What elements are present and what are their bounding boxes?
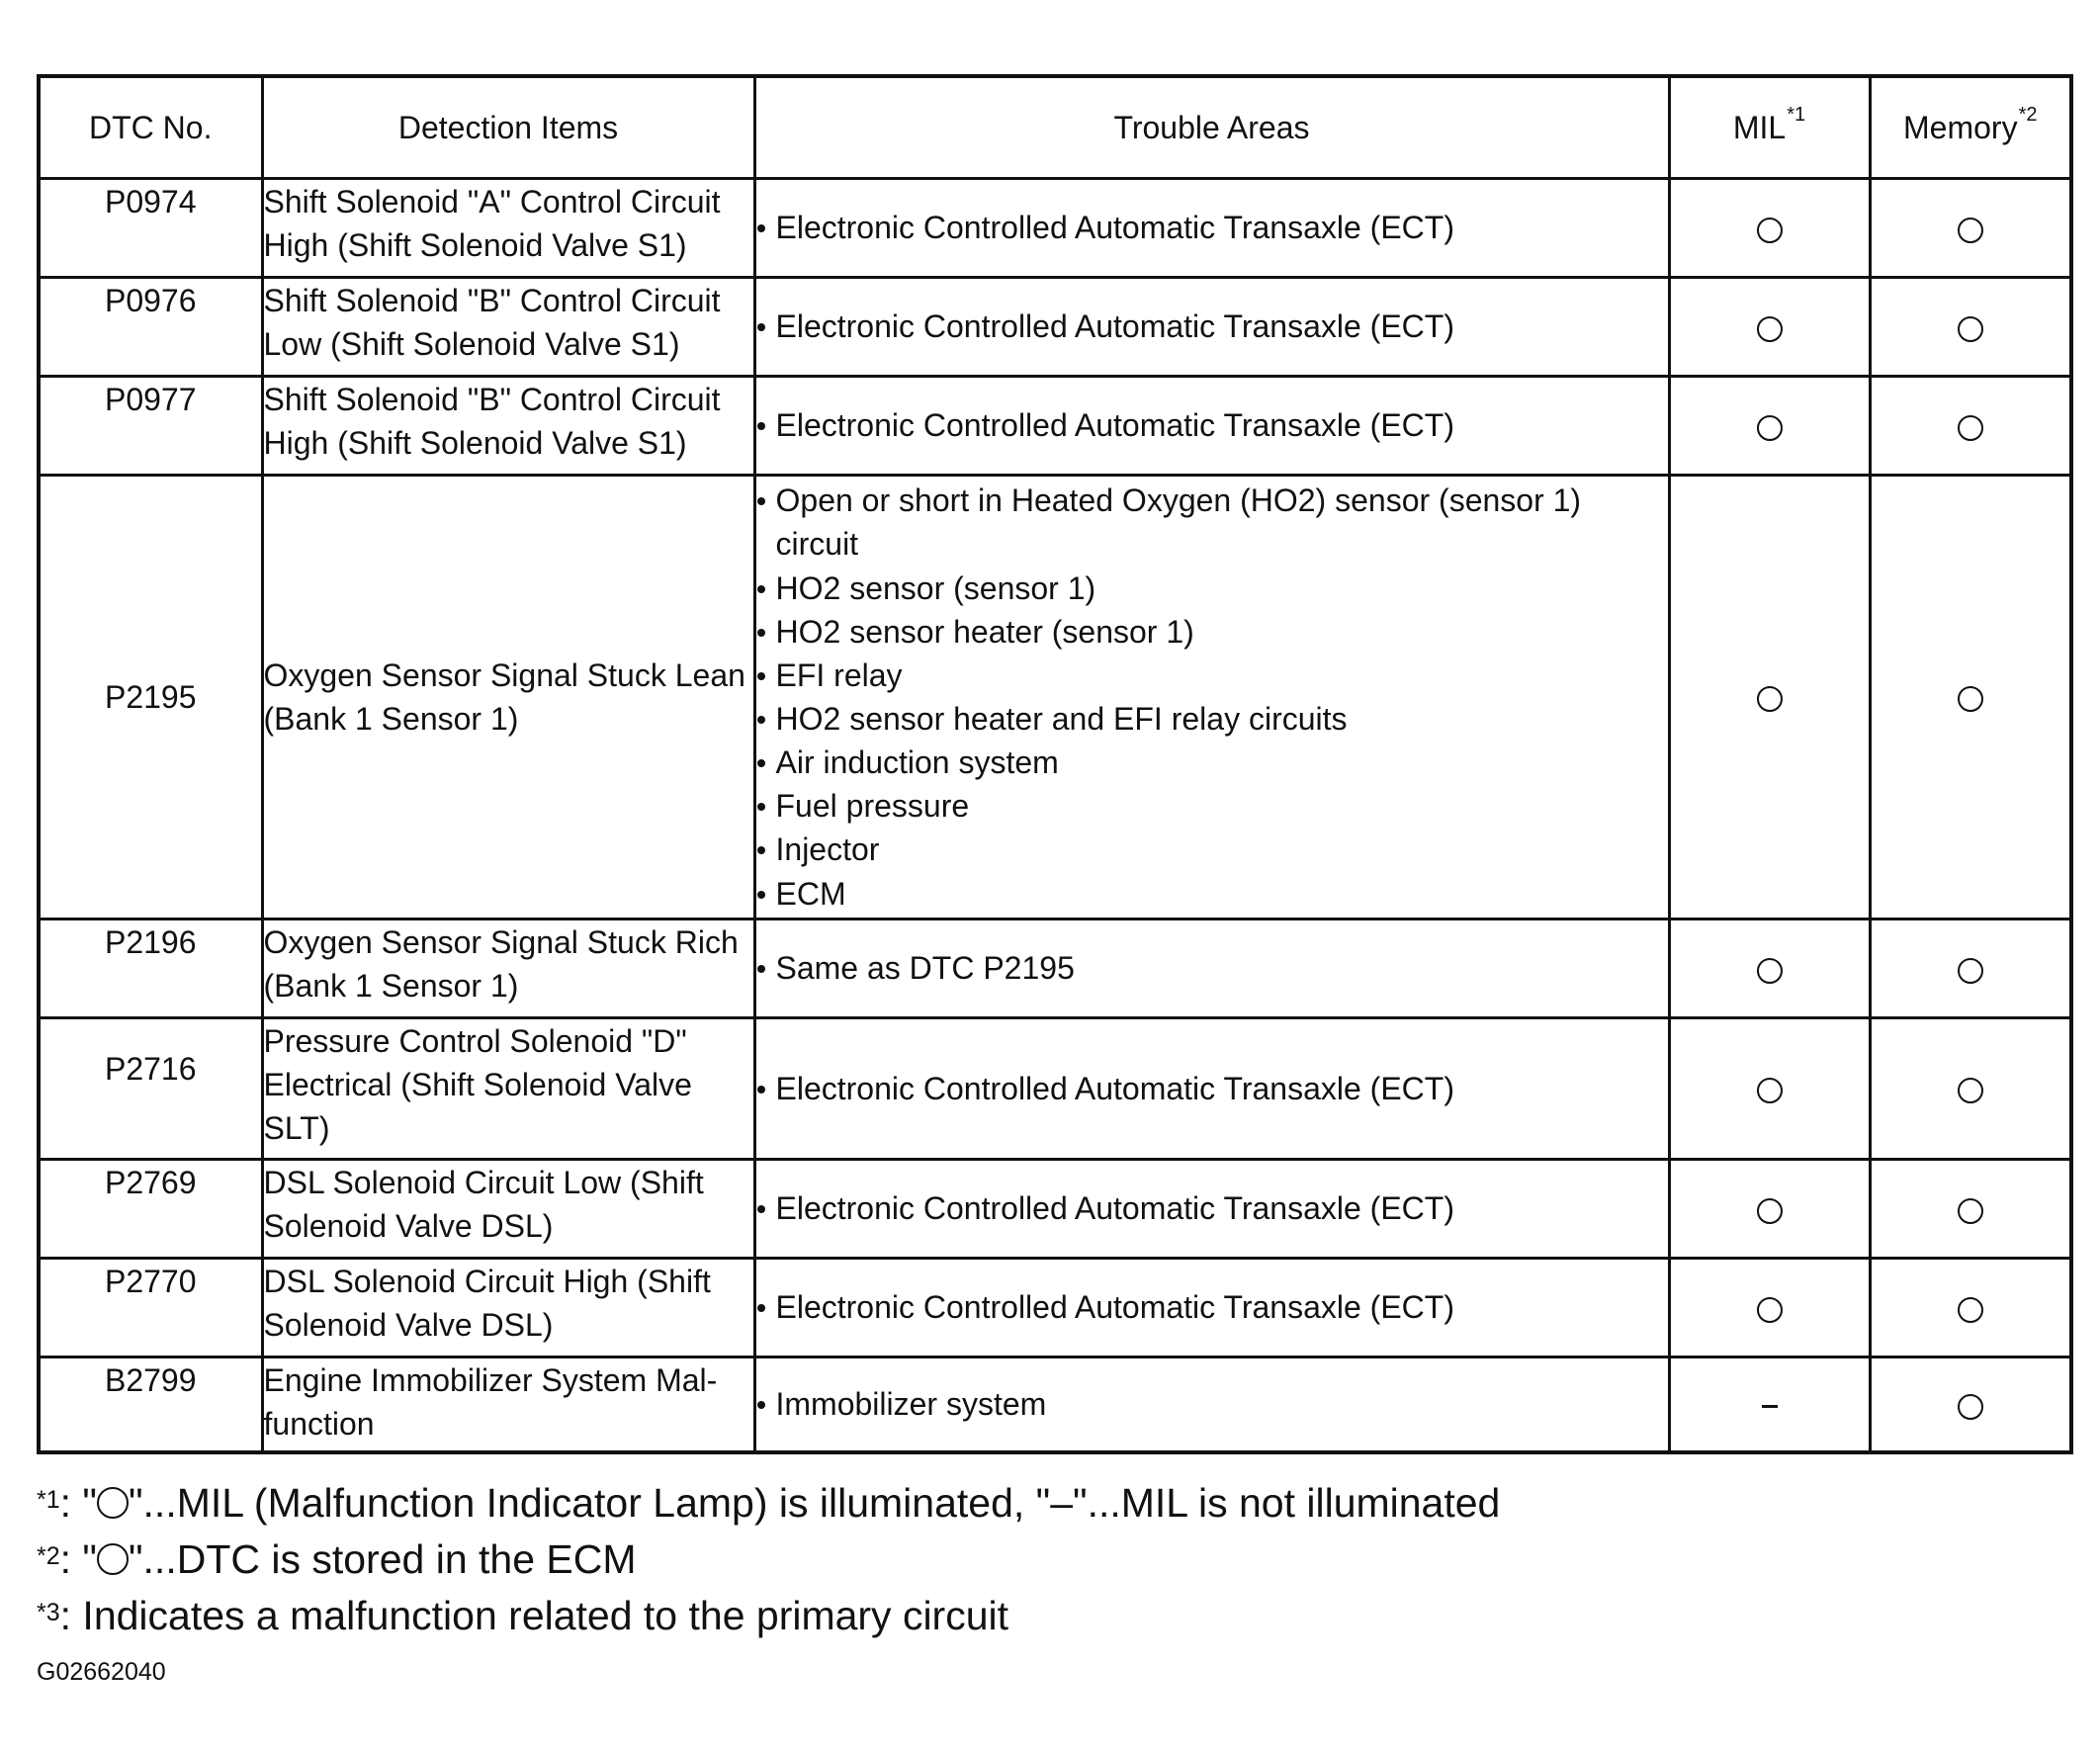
- memory-status: [1870, 278, 2071, 377]
- trouble-area-item: Same as DTC P2195: [756, 946, 1668, 990]
- circle-mark-icon: [1757, 1078, 1783, 1103]
- circle-mark-icon: [1757, 316, 1783, 342]
- trouble-area-item: Immobilizer system: [756, 1382, 1668, 1426]
- circle-mark-icon: [1958, 316, 1983, 342]
- circle-mark-icon: [1958, 1297, 1983, 1323]
- mil-status: [1669, 278, 1870, 377]
- footnote-ref: *2: [37, 1542, 60, 1570]
- circle-mark-icon: [1958, 1394, 1983, 1420]
- memory-status: [1870, 1357, 2071, 1452]
- circle-mark-icon: [1958, 415, 1983, 441]
- dash-mark-icon: [1762, 1405, 1778, 1408]
- dtc-code: P0976: [39, 278, 262, 377]
- memory-status: [1870, 377, 2071, 476]
- trouble-area-item: Air induction system: [756, 741, 1668, 784]
- footnotes: [37, 1475, 1500, 1644]
- circle-mark-icon: [97, 1487, 129, 1519]
- trouble-area-item: Injector: [756, 828, 1668, 871]
- dtc-code: P0974: [39, 179, 262, 278]
- dtc-table: [37, 74, 2073, 1454]
- trouble-areas: [754, 1018, 1669, 1160]
- table-row: [39, 377, 2071, 476]
- circle-mark-icon: [1958, 1198, 1983, 1224]
- trouble-area-item: Electronic Controlled Automatic Transaxle (ECT): [756, 206, 1668, 249]
- trouble-areas: [754, 1160, 1669, 1259]
- trouble-area-item: Electronic Controlled Automatic Transaxle (ECT): [756, 305, 1668, 348]
- footnote-1: $^{*1}$: " "...MIL (Malfunction Indicator Lamp) is illuminated, "–"...MIL is not illuminated: [37, 1480, 1501, 1526]
- table-row: [39, 476, 2071, 919]
- memory-status: [1870, 1160, 2071, 1259]
- detection-item: Shift Solenoid "A" Control Circuit High (Shift Solenoid Valve S1): [262, 179, 754, 278]
- circle-mark-icon: [1757, 958, 1783, 984]
- footnote-ref: *2: [2018, 103, 2038, 126]
- dtc-code: P2769: [39, 1160, 262, 1259]
- circle-mark-icon: [97, 1543, 129, 1575]
- trouble-area-item: Open or short in Heated Oxygen (HO2) sensor (sensor 1) circuit: [756, 479, 1668, 566]
- table-row: [39, 1357, 2071, 1452]
- circle-mark-icon: [1958, 686, 1983, 712]
- detection-item: Shift Solenoid "B" Control Circuit Low (Shift Solenoid Valve S1): [262, 278, 754, 377]
- table-row: [39, 1018, 2071, 1160]
- memory-status: [1870, 476, 2071, 919]
- detection-item: Engine Immobilizer System Mal-function: [262, 1357, 754, 1452]
- footnote-3: $^{*3}$: Indicates a malfunction related to the primary circuit: [37, 1593, 1009, 1638]
- circle-mark-icon: [1757, 415, 1783, 441]
- trouble-areas: [754, 278, 1669, 377]
- mil-status: [1669, 1160, 1870, 1259]
- detection-item: Pressure Control Solenoid "D" Electrical (Shift Solenoid Valve SLT): [262, 1018, 754, 1160]
- circle-mark-icon: [1958, 218, 1983, 243]
- table-row: [39, 278, 2071, 377]
- trouble-areas: [754, 919, 1669, 1018]
- header-detection-items: Detection Items: [262, 76, 754, 179]
- circle-mark-icon: [1958, 1078, 1983, 1103]
- table-row: [39, 919, 2071, 1018]
- table-header-row: [39, 76, 2071, 179]
- dtc-code: P2770: [39, 1259, 262, 1357]
- footnote-ref: *1: [37, 1486, 60, 1514]
- trouble-area-item: Fuel pressure: [756, 784, 1668, 828]
- trouble-area-item: EFI relay: [756, 654, 1668, 697]
- trouble-areas: [754, 377, 1669, 476]
- trouble-areas: [754, 1357, 1669, 1452]
- header-dtc-no: DTC No.: [39, 76, 262, 179]
- trouble-area-item: HO2 sensor heater (sensor 1): [756, 610, 1668, 654]
- footnote-ref: *3: [37, 1599, 60, 1626]
- trouble-area-item: Electronic Controlled Automatic Transaxle (ECT): [756, 1186, 1668, 1230]
- detection-item: Oxygen Sensor Signal Stuck Rich (Bank 1 Sensor 1): [262, 919, 754, 1018]
- mil-status: [1669, 179, 1870, 278]
- trouble-areas: [754, 179, 1669, 278]
- header-trouble-areas: Trouble Areas: [754, 76, 1669, 179]
- dtc-code: P2196: [39, 919, 262, 1018]
- circle-mark-icon: [1958, 958, 1983, 984]
- dash-mark: –: [1050, 1480, 1074, 1526]
- dtc-code: P0977: [39, 377, 262, 476]
- detection-item: Oxygen Sensor Signal Stuck Lean (Bank 1 Sensor 1): [262, 476, 754, 919]
- table-row: [39, 179, 2071, 278]
- trouble-area-item: Electronic Controlled Automatic Transaxle (ECT): [756, 1067, 1668, 1110]
- trouble-areas: [754, 1259, 1669, 1357]
- dtc-code: P2195: [39, 476, 262, 919]
- detection-item: Shift Solenoid "B" Control Circuit High (Shift Solenoid Valve S1): [262, 377, 754, 476]
- memory-status: [1870, 1018, 2071, 1160]
- mil-status: [1669, 1357, 1870, 1452]
- mil-status: [1669, 377, 1870, 476]
- dtc-code: P2716: [39, 1018, 262, 1160]
- header-memory: Memory$^{*2}$: [1870, 76, 2071, 179]
- memory-status: [1870, 919, 2071, 1018]
- mil-status: [1669, 919, 1870, 1018]
- trouble-area-item: Electronic Controlled Automatic Transaxle (ECT): [756, 1285, 1668, 1329]
- table-row: [39, 1160, 2071, 1259]
- memory-status: [1870, 1259, 2071, 1357]
- circle-mark-icon: [1757, 686, 1783, 712]
- figure-id: G02662040: [37, 1658, 166, 1686]
- header-mil: MIL$^{*1}$: [1669, 76, 1870, 179]
- detection-item: DSL Solenoid Circuit Low (Shift Solenoid Valve DSL): [262, 1160, 754, 1259]
- trouble-area-item: HO2 sensor (sensor 1): [756, 567, 1668, 610]
- footnote-2: $^{*2}$: " "...DTC is stored in the ECM: [37, 1536, 637, 1582]
- detection-item: DSL Solenoid Circuit High (Shift Solenoid Valve DSL): [262, 1259, 754, 1357]
- mil-status: [1669, 1018, 1870, 1160]
- trouble-area-item: ECM: [756, 872, 1668, 916]
- mil-status: [1669, 476, 1870, 919]
- circle-mark-icon: [1757, 218, 1783, 243]
- trouble-area-item: Electronic Controlled Automatic Transaxle (ECT): [756, 403, 1668, 447]
- memory-status: [1870, 179, 2071, 278]
- footnote-ref: *1: [1787, 103, 1806, 126]
- trouble-area-item: HO2 sensor heater and EFI relay circuits: [756, 697, 1668, 741]
- circle-mark-icon: [1757, 1198, 1783, 1224]
- table-row: [39, 1259, 2071, 1357]
- dtc-code: B2799: [39, 1357, 262, 1452]
- trouble-areas: [754, 476, 1669, 919]
- mil-status: [1669, 1259, 1870, 1357]
- circle-mark-icon: [1757, 1297, 1783, 1323]
